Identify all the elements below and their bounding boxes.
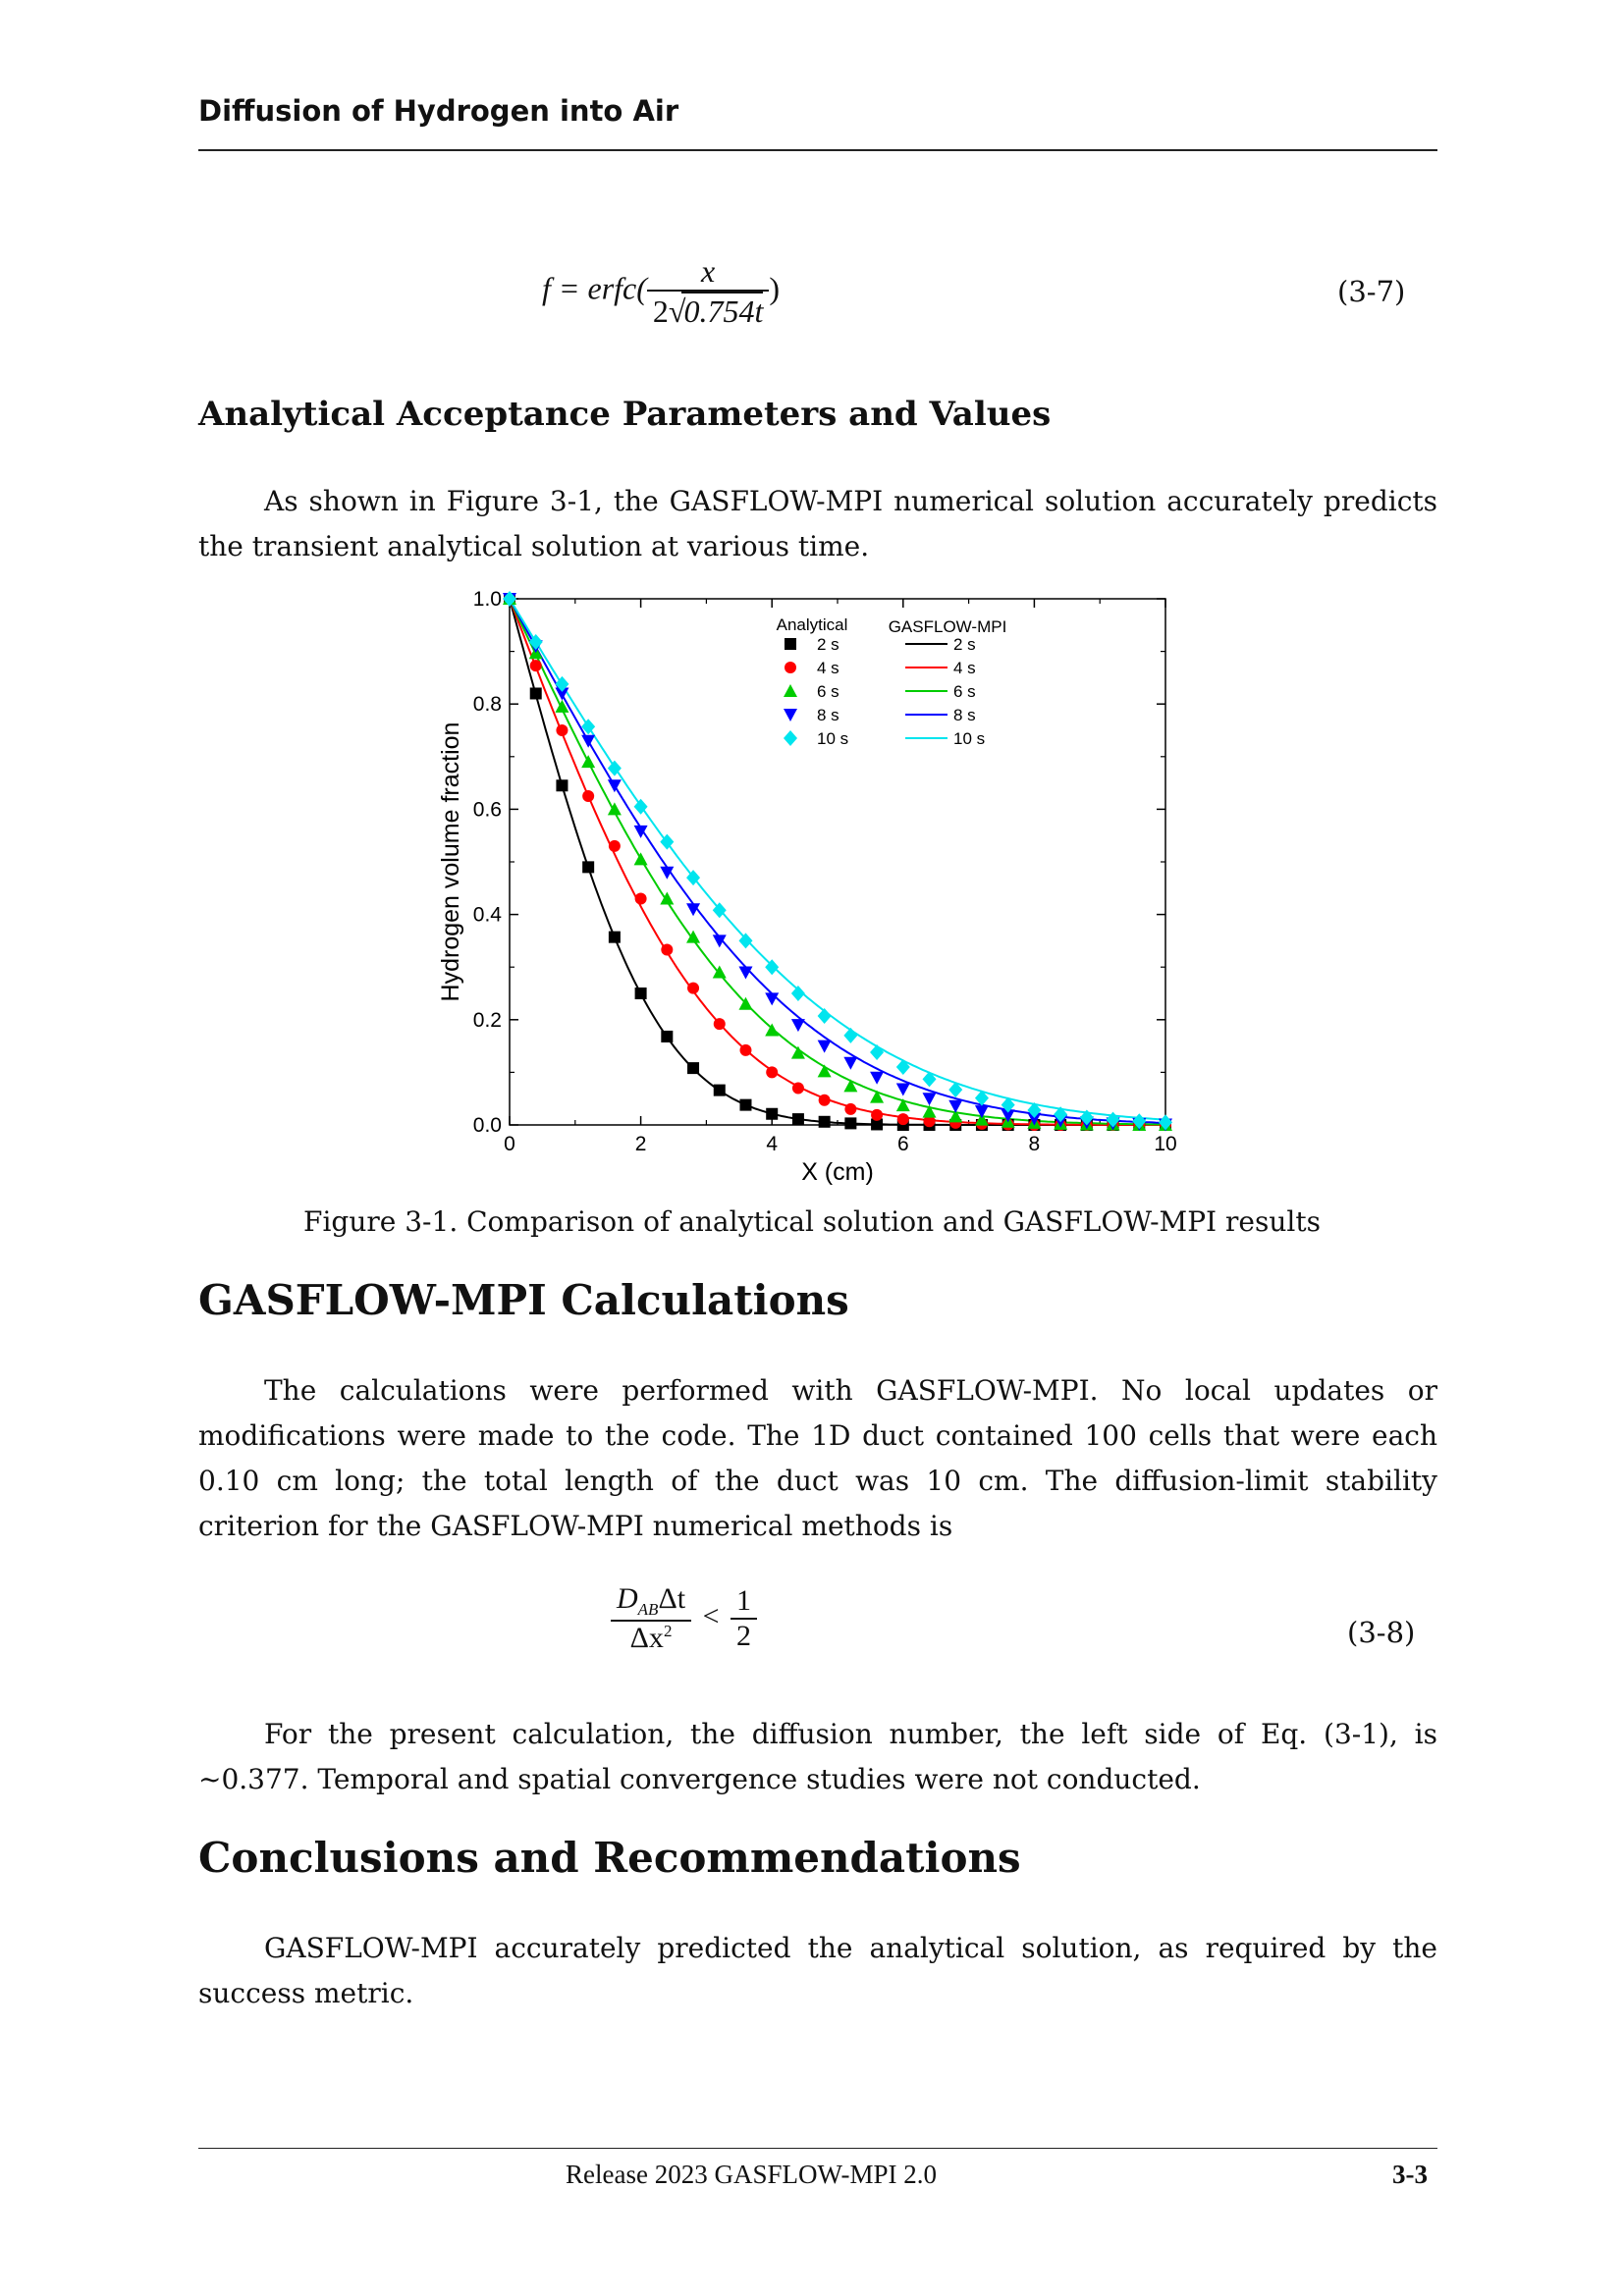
eq-denominator — [647, 290, 769, 330]
y-tick-label: 0.0 — [472, 1114, 502, 1137]
legend-label-gasflow: 10 s — [953, 729, 986, 748]
analytical-point-10s — [896, 1059, 910, 1075]
eq-den-prefix: 2 — [652, 294, 669, 329]
legend-marker-10s — [784, 730, 797, 746]
analytical-point-2s — [530, 687, 542, 699]
equation-number-3-8: (3-8) — [1347, 1616, 1416, 1649]
analytical-point-8s — [713, 934, 727, 947]
y-tick-label: 1.0 — [472, 588, 502, 611]
eq38-D: D — [617, 1582, 638, 1615]
analytical-point-10s — [818, 1008, 832, 1024]
analytical-point-6s — [581, 755, 595, 768]
eq38-delta-t: Δt — [658, 1582, 686, 1615]
legend-label-gasflow: 2 s — [953, 635, 976, 654]
x-tick-label: 10 — [1154, 1133, 1177, 1155]
analytical-point-2s — [766, 1108, 778, 1120]
analytical-point-8s — [608, 779, 622, 792]
analytical-point-4s — [819, 1095, 831, 1106]
y-tick-label: 0.6 — [472, 798, 502, 822]
y-tick-label: 0.2 — [472, 1008, 502, 1032]
legend-marker-4s — [785, 662, 796, 673]
analytical-point-8s — [818, 1041, 832, 1053]
analytical-point-4s — [844, 1103, 856, 1115]
section-title-conclusions: Conclusions and Recommendations — [198, 1834, 1021, 1882]
eq38-rhs-fraction — [731, 1584, 757, 1653]
analytical-point-4s — [714, 1018, 726, 1030]
analytical-point-4s — [871, 1109, 883, 1121]
analytical-point-2s — [582, 861, 594, 873]
analytical-point-6s — [634, 852, 648, 865]
paragraph-calculations: The calculations were performed with GASFLOW-MPI. No local updates or modifications were made to the code. The 1D duct contained 100 cells that were each 0.10 cm long; the total length of the duct was 10 cm. The diffusion-limit stability criterion for the GASFLOW-MPI numerical methods is — [198, 1374, 1437, 1542]
analytical-point-10s — [791, 986, 805, 1001]
analytical-point-10s — [843, 1028, 857, 1043]
analytical-point-6s — [870, 1091, 884, 1103]
analytical-point-2s — [714, 1085, 726, 1096]
eq38-lhs-fraction — [611, 1582, 691, 1655]
analytical-point-4s — [792, 1082, 804, 1094]
analytical-point-4s — [766, 1066, 778, 1078]
eq38-rhs-num: 1 — [736, 1584, 752, 1617]
y-tick-label: 0.8 — [472, 693, 502, 717]
analytical-point-6s — [843, 1079, 857, 1092]
analytical-point-10s — [738, 933, 752, 948]
y-tick-label: 0.4 — [472, 903, 502, 927]
analytical-point-10s — [870, 1044, 884, 1060]
analytical-point-2s — [609, 932, 621, 943]
running-head: Diffusion of Hydrogen into Air — [198, 94, 679, 128]
legend-title-analytical: Analytical — [776, 615, 848, 634]
analytical-point-4s — [609, 840, 621, 852]
analytical-point-6s — [818, 1064, 832, 1077]
legend-marker-6s — [784, 684, 797, 697]
eq-fraction — [647, 253, 769, 330]
x-tick-label: 0 — [504, 1133, 515, 1155]
legend-label-gasflow: 4 s — [953, 659, 976, 677]
figure-3-1-chart — [412, 581, 1188, 1209]
figure-caption: Figure 3-1. Comparison of analytical solution and GASFLOW-MPI results — [303, 1205, 1321, 1238]
legend-marker-8s — [784, 709, 797, 721]
analytical-point-6s — [896, 1098, 910, 1111]
legend-label-analytical: 10 s — [817, 729, 849, 748]
eq38-denominator — [611, 1620, 691, 1655]
equation-3-8 — [611, 1582, 757, 1655]
analytical-point-8s — [870, 1072, 884, 1085]
analytical-point-4s — [687, 983, 699, 994]
analytical-point-8s — [581, 735, 595, 748]
analytical-point-8s — [923, 1093, 937, 1105]
x-tick-label: 8 — [1028, 1133, 1041, 1155]
analytical-point-4s — [530, 660, 542, 671]
eq38-subscript: AB — [637, 1600, 659, 1619]
eq-radicand: 0.754t — [683, 294, 764, 329]
x-tick-label: 4 — [766, 1133, 779, 1155]
analytical-point-2s — [661, 1031, 673, 1042]
analytical-point-4s — [635, 893, 647, 905]
analytical-point-2s — [556, 779, 568, 791]
gasflow-line-8s — [510, 599, 1165, 1123]
y-axis-label: Hydrogen volume fraction — [437, 721, 464, 1002]
paragraph-acceptance: As shown in Figure 3-1, the GASFLOW-MPI numerical solution accurately predicts the transient analytical solution at various time. — [198, 485, 1437, 562]
analytical-point-4s — [739, 1044, 751, 1056]
eq38-delta-x: Δx — [629, 1622, 664, 1654]
x-tick-label: 2 — [634, 1133, 647, 1155]
legend-label-analytical: 4 s — [817, 659, 839, 677]
less-than-icon: < — [702, 1599, 720, 1632]
analytical-point-2s — [739, 1099, 751, 1111]
legend-label-analytical: 2 s — [817, 635, 839, 654]
analytical-point-4s — [556, 724, 568, 736]
eq-close: ) — [769, 270, 780, 306]
eq38-numerator — [611, 1582, 691, 1620]
paragraph-diffusion-number: For the present calculation, the diffusion number, the left side of Eq. (3-1), is ~0.377. Temporal and spatial convergence studies were not conducted. — [198, 1718, 1437, 1795]
equation-3-7 — [542, 253, 780, 330]
eq38-rhs-den: 2 — [731, 1618, 757, 1653]
section-title-acceptance: Analytical Acceptance Parameters and Values — [198, 395, 1052, 434]
eq-lhs: f = erfc( — [542, 270, 647, 306]
legend-label-gasflow: 8 s — [953, 706, 976, 724]
header-rule — [198, 149, 1437, 151]
equation-number-3-7: (3-7) — [1337, 275, 1406, 308]
legend-label-analytical: 8 s — [817, 706, 839, 724]
paragraph-conclusions: GASFLOW-MPI accurately predicted the analytical solution, as required by the success metric. — [198, 1932, 1437, 2009]
page-number: 3-3 — [1392, 2160, 1428, 2189]
section-title-calculations: GASFLOW-MPI Calculations — [198, 1276, 849, 1324]
analytical-point-2s — [635, 988, 647, 999]
eq-numerator: x — [701, 253, 716, 289]
x-tick-label: 6 — [896, 1133, 909, 1155]
analytical-point-8s — [843, 1057, 857, 1070]
analytical-point-2s — [819, 1116, 831, 1128]
analytical-point-2s — [844, 1117, 856, 1129]
sqrt-icon: √ — [668, 294, 686, 329]
analytical-point-4s — [661, 944, 673, 956]
footer-release: Release 2023 GASFLOW-MPI 2.0 — [566, 2160, 937, 2189]
analytical-point-4s — [897, 1113, 909, 1125]
analytical-point-2s — [792, 1113, 804, 1125]
legend-marker-2s — [785, 638, 796, 650]
analytical-point-8s — [896, 1084, 910, 1096]
footer-rule — [198, 2148, 1437, 2149]
legend-title-gasflow: GASFLOW-MPI — [888, 617, 1007, 636]
analytical-point-2s — [687, 1062, 699, 1074]
legend-label-gasflow: 6 s — [953, 682, 976, 701]
x-axis-label: X (cm) — [801, 1158, 874, 1186]
legend-label-analytical: 6 s — [817, 682, 839, 701]
analytical-point-4s — [582, 790, 594, 802]
analytical-point-8s — [791, 1019, 805, 1032]
eq38-superscript: 2 — [663, 1622, 673, 1640]
